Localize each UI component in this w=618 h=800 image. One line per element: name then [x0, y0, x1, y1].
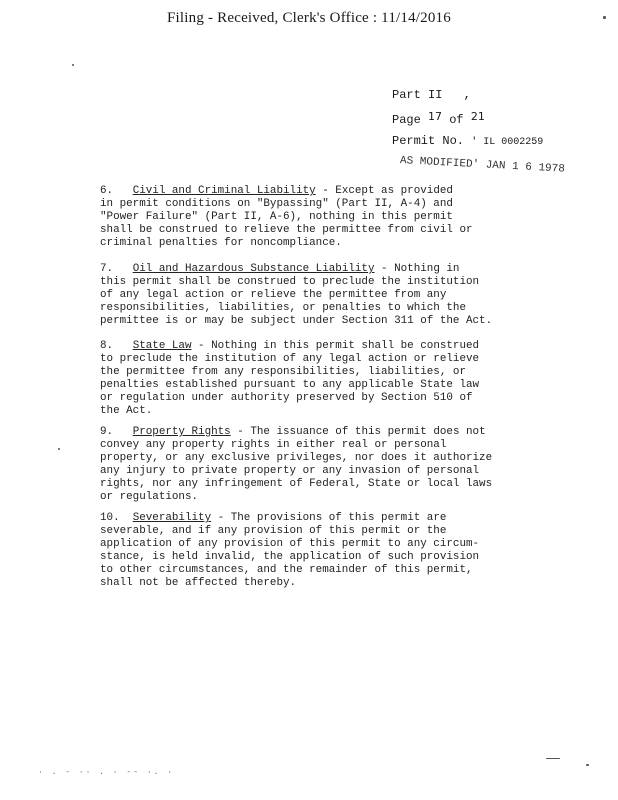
permit-label — [392, 134, 543, 148]
section-number: 10. — [100, 512, 120, 524]
section-title: Oil and Hazardous Substance Liability — [132, 263, 375, 275]
section-9 — [100, 426, 520, 504]
section-body: - The provisions of this permit are severable, and if any provision of this permit or the application of any provision of this permit to any circum- stance, is held invalid, the application of such provision to other circumstances, and the remainder of this permit, shall not be affected thereby. — [100, 512, 480, 589]
scan-speck — [603, 16, 606, 19]
part-label — [392, 88, 471, 102]
scan-speck — [72, 64, 74, 66]
page-of: of — [449, 113, 464, 127]
section-title: State Law — [132, 340, 192, 352]
part-tail: , — [463, 88, 471, 102]
filing-stamp: Filing - Received, Clerk's Office : 11/14/2016 — [167, 10, 451, 26]
modified-stamp: AS MODIFIED' JAN 1 6 1978 — [399, 155, 566, 176]
scan-noise: · . - ·· . · -- ·. · — [38, 768, 175, 777]
page-label — [392, 110, 485, 127]
page-total: 21 — [470, 110, 485, 123]
permit-prefix: Permit No. — [392, 134, 465, 148]
section-body: - Except as provided in permit conditions on "Bypassing" (Part II, A-4) and "Power Failure" (Part II, A-6), nothing in this permit shall be construed to relieve the permittee from civil or criminal penalties for noncompliance. — [100, 185, 473, 249]
section-6 — [100, 185, 520, 250]
permit-number: ' IL 0002259 — [471, 137, 544, 148]
section-body: - Nothing in this permit shall be construed to preclude the institution of any legal action or relieve the permittee from any responsibilities, liabilities, or penalties established pursuant to any applicable State law or regulation under authority preserved by Section 510 of the Act. — [100, 340, 480, 417]
section-number: 8. — [100, 340, 114, 352]
scan-speck — [586, 764, 589, 766]
part-text: Part II — [392, 88, 443, 102]
section-8 — [100, 340, 520, 418]
scan-speck — [546, 758, 560, 759]
page-number: 17 — [428, 110, 443, 123]
section-body: - The issuance of this permit does not convey any property rights in either real or personal property, or any exclusive privileges, nor does it authorize any injury to private property or any invasion of personal rights, nor any infringement of Federal, State or local laws or regulations. — [100, 426, 493, 503]
section-title: Property Rights — [132, 426, 231, 438]
section-7 — [100, 263, 520, 328]
page-prefix: Page — [392, 113, 421, 127]
section-body: - Nothing in this permit shall be construed to preclude the institution of any legal action or relieve the permittee from any responsibilities, liabilities, or penalties to which the permittee is or may be subject under Section 311 of the Act. — [100, 263, 493, 327]
section-number: 6. — [100, 185, 114, 197]
section-title: Civil and Criminal Liability — [132, 185, 316, 197]
section-number: 7. — [100, 263, 114, 275]
scan-speck — [58, 448, 60, 450]
section-number: 9. — [100, 426, 114, 438]
section-10 — [100, 512, 520, 590]
section-title: Severability — [132, 512, 212, 524]
